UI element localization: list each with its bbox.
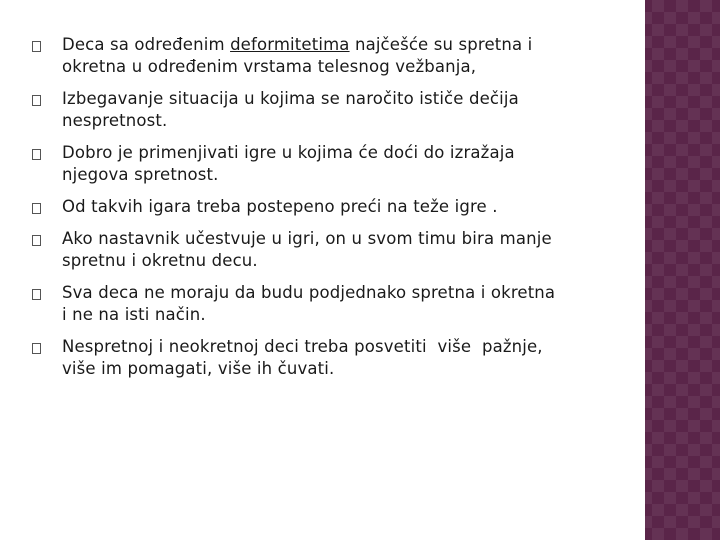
bullet-square-icon: [32, 95, 41, 106]
bullet-text-part: Deca sa određenim: [62, 35, 231, 54]
bullet-square-icon: [32, 41, 41, 52]
bullet-text: Dobro je primenjivati igre u kojima će doći do izražaja njegova spretnost.: [62, 143, 515, 184]
bullet-text: [62, 34, 532, 78]
bullet-text: Ako nastavnik učestvuje u igri, on u svom timu bira manje spretnu i okretnu decu.: [62, 229, 552, 270]
bullet-text-part: najčešće su spretna i okretna u određenim vrstama telesnog vežbanja,: [62, 35, 533, 76]
decorative-sidebar: [640, 0, 720, 540]
underlined-term: deformitetima: [230, 35, 350, 54]
bullet-square-icon: [32, 149, 41, 160]
bullet-item: [30, 88, 630, 132]
bullet-list: [30, 34, 630, 390]
sidebar-divider: [640, 0, 645, 540]
bullet-square-icon: [32, 203, 41, 214]
bullet-square-icon: [32, 343, 41, 354]
bullet-item: [30, 228, 630, 272]
bullet-item: [30, 34, 630, 78]
bullet-text: Sva deca ne moraju da budu podjednako spretna i okretna i ne na isti način.: [62, 283, 556, 324]
bullet-text: Od takvih igara treba postepeno preći na teže igre .: [62, 197, 498, 216]
bullet-square-icon: [32, 235, 41, 246]
bullet-text: Izbegavanje situacija u kojima se naročito ističe dečija nespretnost.: [62, 89, 519, 130]
bullet-square-icon: [32, 289, 41, 300]
bullet-item: [30, 336, 630, 380]
bullet-text: Nespretnoj i neokretnoj deci treba posvetiti više pažnje, više im pomagati, više ih čuvati.: [62, 337, 543, 378]
bullet-item: [30, 282, 630, 326]
bullet-item: [30, 196, 630, 218]
bullet-item: [30, 142, 630, 186]
